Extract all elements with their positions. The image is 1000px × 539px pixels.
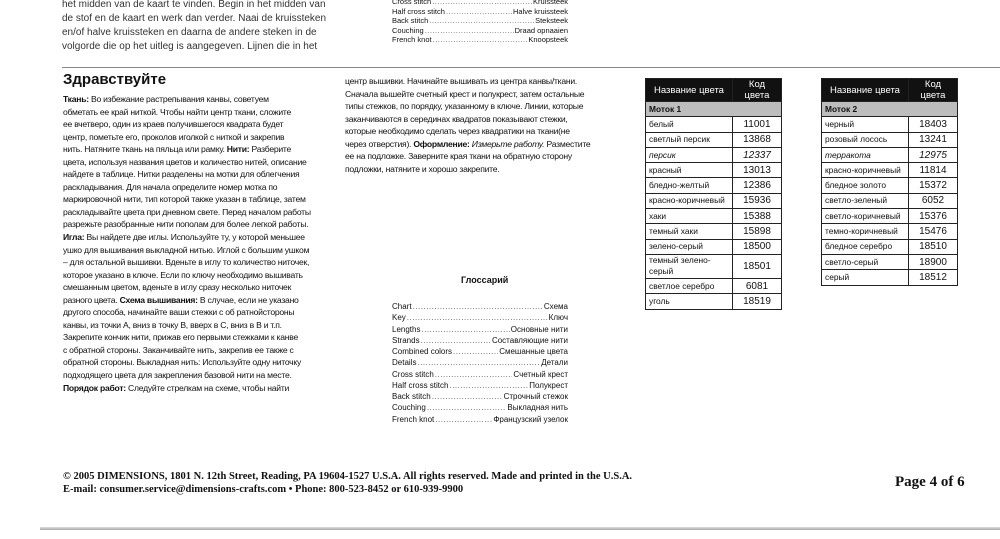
leader-dots <box>453 346 498 357</box>
table-row <box>646 117 782 132</box>
glossary-term: Chart <box>392 302 412 311</box>
color-table-skein-1 <box>645 78 782 310</box>
glossary-translation: Выкладная нить <box>507 403 568 413</box>
table-header-row <box>822 79 958 102</box>
table-row <box>646 239 782 254</box>
leader-dots <box>435 414 492 425</box>
table-row <box>822 224 958 239</box>
color-code: 15376 <box>909 209 958 224</box>
text-line <box>63 319 321 332</box>
bold-heading: Оформление: <box>413 138 470 149</box>
table-row <box>646 147 782 162</box>
text-run: подложки, натяните и хорошо закрепите. <box>345 163 500 174</box>
glossary-term: Back stitch <box>392 16 429 25</box>
table-row <box>822 178 958 193</box>
leader-dots <box>421 335 491 346</box>
text-run: Разместите <box>544 138 591 149</box>
bold-heading: Ткань: <box>63 94 89 104</box>
color-name: бледное золото <box>822 178 909 193</box>
color-name: серый <box>822 270 909 285</box>
skein-row <box>822 102 958 117</box>
instructions-column-2 <box>345 75 615 175</box>
table-row <box>822 147 958 162</box>
glossary-row <box>392 369 568 380</box>
text-run: ушко для вышивания выкладной нитью. Иглой с большим ушком <box>63 244 310 255</box>
text-line <box>63 231 321 244</box>
text-run: цвета, используя названия цветов и количество нитей, описание <box>63 156 307 167</box>
text-run: Во избежание растрепывания канвы, советуем <box>88 94 269 104</box>
text-run: найдете в таблице. Нитки разделены на мотки для облегчения <box>63 169 300 180</box>
text-run: Вы найдете две иглы. Используйте ту, у которой меньшее <box>84 232 305 243</box>
text-run: которое указано в ключе. Если по ключу необходимо вышивать <box>63 269 303 280</box>
text-line <box>63 218 321 231</box>
color-name: персик <box>646 147 733 162</box>
table-row <box>822 163 958 178</box>
text-line <box>63 356 321 369</box>
color-code: 13013 <box>733 163 782 178</box>
glossary-term: Half cross stitch <box>392 6 445 16</box>
glossary-term: Cross stitch <box>392 369 434 379</box>
glossary-translation: Halve kruissteek <box>512 6 568 16</box>
color-name: темный хаки <box>646 224 733 239</box>
color-name: светло-серый <box>822 254 909 269</box>
color-code: 18900 <box>909 254 958 269</box>
glossary-row <box>392 35 568 45</box>
glossary-term: French knot <box>392 414 435 424</box>
text-line <box>63 118 321 131</box>
text-run: раскладывайте цвета при дневном свете. Перед началом работы <box>63 206 311 217</box>
text-line <box>345 150 615 163</box>
color-code: 11814 <box>909 163 958 178</box>
table-row <box>646 163 782 178</box>
glossary-translation: Счетный крест <box>513 369 568 379</box>
skein-label: Моток 2 <box>822 102 958 117</box>
text-run: ее вчетверо, один из краев получившегося квадрата будет <box>63 119 284 130</box>
glossary-term: Back stitch <box>392 392 431 401</box>
glossary-term: Strands <box>392 335 420 345</box>
text-run: обратной стороны. Выкладная нить: Используйте одну ниточку <box>63 357 302 368</box>
color-code: 18501 <box>733 254 782 278</box>
text-line <box>63 344 321 357</box>
column-header-code: Код цвета <box>733 79 782 102</box>
table-row <box>822 270 958 285</box>
glossary <box>392 301 568 425</box>
text-run: типы стежков, по порядку, указанному в ключе. Линии, которые <box>345 101 584 112</box>
instructions-column-1 <box>63 93 321 394</box>
color-code: 18500 <box>733 239 782 254</box>
color-name: уголь <box>646 294 733 309</box>
table-header-row <box>646 79 782 102</box>
glossary-term: Half cross stitch <box>392 380 449 390</box>
text-line <box>63 168 321 181</box>
text-line <box>345 88 615 101</box>
color-code: 13241 <box>909 132 958 147</box>
text-line <box>63 206 321 219</box>
text-run: смешанным цветом, вденьте в иглу сразу несколько ниточек <box>63 282 292 293</box>
color-name: хаки <box>646 209 733 224</box>
color-name: темный зелено-серый <box>646 254 733 278</box>
glossary-translation: Строчный стежок <box>503 392 568 401</box>
leader-dots <box>421 324 509 335</box>
color-code: 6052 <box>909 193 958 208</box>
page-bottom-edge <box>40 527 1000 530</box>
text-run: ее на подложке. Заверните края ткани на обратную сторону <box>345 151 572 162</box>
leader-dots <box>425 26 514 36</box>
text-run: – для остальной вышивки. Вденьте в иглу то количество ниточек, <box>63 257 310 268</box>
page-number: Page 4 of 6 <box>895 474 965 490</box>
glossary-translation: Steksteek <box>535 16 568 25</box>
color-code: 6081 <box>733 278 782 293</box>
table-row <box>646 278 782 293</box>
copyright-footer <box>63 470 632 496</box>
color-code: 15936 <box>733 193 782 208</box>
glossary-row <box>392 26 568 36</box>
section-title: Здравствуйте <box>63 71 167 88</box>
glossary-term: Key <box>392 313 406 323</box>
glossary-row <box>392 312 568 323</box>
glossary-term: Combined colors <box>392 347 453 356</box>
text-run: канвы, из точки А, вниз в точку В, вверх в С, вниз в В и т.п. <box>63 319 282 330</box>
leader-dots <box>432 391 503 402</box>
table-row <box>646 193 782 208</box>
text-line <box>345 113 615 126</box>
bold-heading: Нити: <box>226 144 250 155</box>
dutch-line: het midden van de kaart te vinden. Begin in het midden van <box>62 0 326 10</box>
bold-heading: Игла: <box>63 232 85 243</box>
table-row <box>646 254 782 278</box>
text-line <box>63 306 321 319</box>
color-name: светло-коричневый <box>822 209 909 224</box>
color-code: 18519 <box>733 294 782 309</box>
top-glossary-fragment <box>392 0 568 45</box>
glossary-translation: Полукрест <box>529 380 568 390</box>
text-line <box>345 125 615 138</box>
glossary-row <box>392 324 568 335</box>
color-table-skein-2 <box>821 78 958 286</box>
color-name: терракота <box>822 147 909 162</box>
glossary-translation: Смешанные цвета <box>499 347 568 356</box>
text-line <box>63 143 321 156</box>
color-code: 12975 <box>909 147 958 162</box>
column-header-name: Название цвета <box>646 79 733 102</box>
leader-dots <box>427 402 507 413</box>
text-run: Сначала вышейте счетный крест и полукрест, затем остальные <box>345 88 585 99</box>
table-row <box>822 209 958 224</box>
color-name: бледно-желтый <box>646 178 733 193</box>
leader-dots <box>433 35 528 45</box>
text-run: центр вышивки. Начинайте вышивать из центра канвы/ткани. <box>345 76 578 86</box>
text-line <box>63 269 321 282</box>
color-name: красно-коричневый <box>822 163 909 178</box>
text-run: через отверстия). <box>345 138 414 149</box>
dutch-text-fragment <box>62 0 332 54</box>
text-run: нить. Натяните ткань на пяльца или рамку. <box>63 144 227 155</box>
text-run: центр, пометьте его, проколов иголкой с ниткой и закрепив <box>63 131 285 142</box>
color-code: 15372 <box>909 178 958 193</box>
leader-dots <box>407 312 548 323</box>
italic-run: Измерьте работу. <box>469 138 545 149</box>
text-run: Следуйте стрелкам на схеме, чтобы найти <box>125 382 290 393</box>
color-name: светлое серебро <box>646 278 733 293</box>
glossary-term: Details <box>392 358 417 368</box>
color-code: 18510 <box>909 239 958 254</box>
color-name: черный <box>822 117 909 132</box>
leader-dots <box>429 16 534 26</box>
glossary-row <box>392 346 568 357</box>
text-line <box>63 331 321 344</box>
table-row <box>822 132 958 147</box>
color-code: 13868 <box>733 132 782 147</box>
color-name: светлый персик <box>646 132 733 147</box>
leader-dots <box>446 7 512 17</box>
text-line <box>63 156 321 169</box>
bold-heading: Порядок работ: <box>63 382 126 393</box>
glossary-translation: Французский узелок <box>493 414 568 424</box>
color-name: светло-зеленый <box>822 193 909 208</box>
color-code: 12386 <box>733 178 782 193</box>
glossary-row <box>392 402 568 413</box>
table-row <box>822 117 958 132</box>
glossary-translation: Схема <box>543 302 568 311</box>
glossary-row <box>392 357 568 368</box>
glossary-term: French knot <box>392 35 432 44</box>
glossary-row <box>392 391 568 402</box>
footer-contact-line: E-mail: consumer.service@dimensions-crafts.com • Phone: 800-523-8452 or 610-939-9900 <box>63 484 464 495</box>
text-line <box>345 100 615 113</box>
text-line <box>345 163 615 176</box>
text-run: маркировочной нити, тип которой также указан в таблице, затем <box>63 194 306 205</box>
glossary-row <box>392 301 568 312</box>
table-row <box>822 193 958 208</box>
dutch-line: en/of halve kruissteken en daarna de andere steken in de <box>62 27 317 38</box>
glossary-row <box>392 16 568 26</box>
color-name: красно-коричневый <box>646 193 733 208</box>
color-code: 18403 <box>909 117 958 132</box>
section-divider <box>62 67 1000 68</box>
text-run: Закрепите кончик нити, прижав его первыми стежками к канве <box>63 332 299 343</box>
color-name: розовый лосось <box>822 132 909 147</box>
glossary-translation: Детали <box>541 358 568 368</box>
glossary-term: Cross stitch <box>392 0 432 6</box>
color-code: 15476 <box>909 224 958 239</box>
text-run: которые необходимо сделать через квадратики на ткани(не <box>345 126 570 137</box>
color-name: зелено-серый <box>646 239 733 254</box>
text-line <box>63 193 321 206</box>
text-run: Разберите <box>249 144 292 155</box>
glossary-translation: Kruissteek <box>532 0 568 6</box>
text-run: заканчиваются в серединах квадратов показывают стежки, <box>345 113 568 124</box>
glossary-row <box>392 335 568 346</box>
glossary-translation: Составляющие нити <box>491 335 568 345</box>
leader-dots <box>413 301 543 312</box>
glossary-row <box>392 380 568 391</box>
glossary-term: Lengths <box>392 324 421 334</box>
column-header-code: Код цвета <box>909 79 958 102</box>
text-run: В случае, если не указано <box>197 294 299 305</box>
text-run: обметать ее край ниткой. Чтобы найти центр ткани, сложите <box>63 106 292 117</box>
text-line <box>345 138 615 151</box>
text-line <box>63 294 321 307</box>
text-line <box>63 382 321 395</box>
text-line <box>63 244 321 257</box>
glossary-term: Couching <box>392 403 426 413</box>
text-run: подходящего цвета для закрепления базовой нити на месте. <box>63 370 292 381</box>
color-name: бледное серебро <box>822 239 909 254</box>
text-run: раскладывания. Для начала определите номер мотка по <box>63 181 278 192</box>
leader-dots <box>449 380 528 391</box>
text-line <box>63 106 321 119</box>
text-run: с обратной стороны. Заканчивайте нить, закрепив ее также с <box>63 344 294 355</box>
text-line <box>345 75 615 88</box>
glossary-term: Couching <box>392 25 424 35</box>
table-row <box>646 178 782 193</box>
text-line <box>63 256 321 269</box>
dutch-line: de stof en de kaart en werk dan verder. Naai de kruissteken <box>62 13 327 24</box>
bold-heading: Схема вышивания: <box>119 294 198 305</box>
color-code: 18512 <box>909 270 958 285</box>
footer-copyright-line: © 2005 DIMENSIONS, 1801 N. 12th Street, Reading, PA 19604-1527 U.S.A. All rights reserved. Made and printed in the U.S.A. <box>63 471 633 482</box>
dutch-line: volgorde die op het uitleg is aangegeven. Lijnen die in het <box>62 41 318 52</box>
text-line <box>63 93 321 106</box>
text-line <box>63 281 321 294</box>
glossary-translation: Ключ <box>548 313 568 323</box>
skein-row <box>646 102 782 117</box>
table-row <box>646 132 782 147</box>
text-run: разного цвета. <box>63 294 120 305</box>
table-row <box>822 239 958 254</box>
glossary-translation: Knoopsteek <box>528 35 568 44</box>
text-line <box>63 131 321 144</box>
table-row <box>646 209 782 224</box>
table-row <box>646 224 782 239</box>
color-name: красный <box>646 163 733 178</box>
skein-label: Моток 1 <box>646 102 782 117</box>
table-row <box>822 254 958 269</box>
color-name: темно-коричневый <box>822 224 909 239</box>
glossary-row <box>392 7 568 17</box>
text-line <box>63 181 321 194</box>
text-line <box>63 369 321 382</box>
color-code: 12337 <box>733 147 782 162</box>
color-code: 11001 <box>733 117 782 132</box>
table-row <box>646 294 782 309</box>
color-name: белый <box>646 117 733 132</box>
color-code: 15388 <box>733 209 782 224</box>
glossary-title: Глоссарий <box>461 275 509 285</box>
glossary-translation: Основные нити <box>510 324 568 334</box>
column-header-name: Название цвета <box>822 79 909 102</box>
leader-dots <box>435 369 513 380</box>
leader-dots <box>417 357 540 368</box>
glossary-row <box>392 414 568 425</box>
text-run: другого способа, начинайте ваши стежки с об ратнойстороны <box>63 307 295 318</box>
color-code: 15898 <box>733 224 782 239</box>
text-run: разрежьте разобранные нити пополам для более легкой работы. <box>63 219 309 230</box>
glossary-translation: Draad opnaaien <box>514 25 568 35</box>
